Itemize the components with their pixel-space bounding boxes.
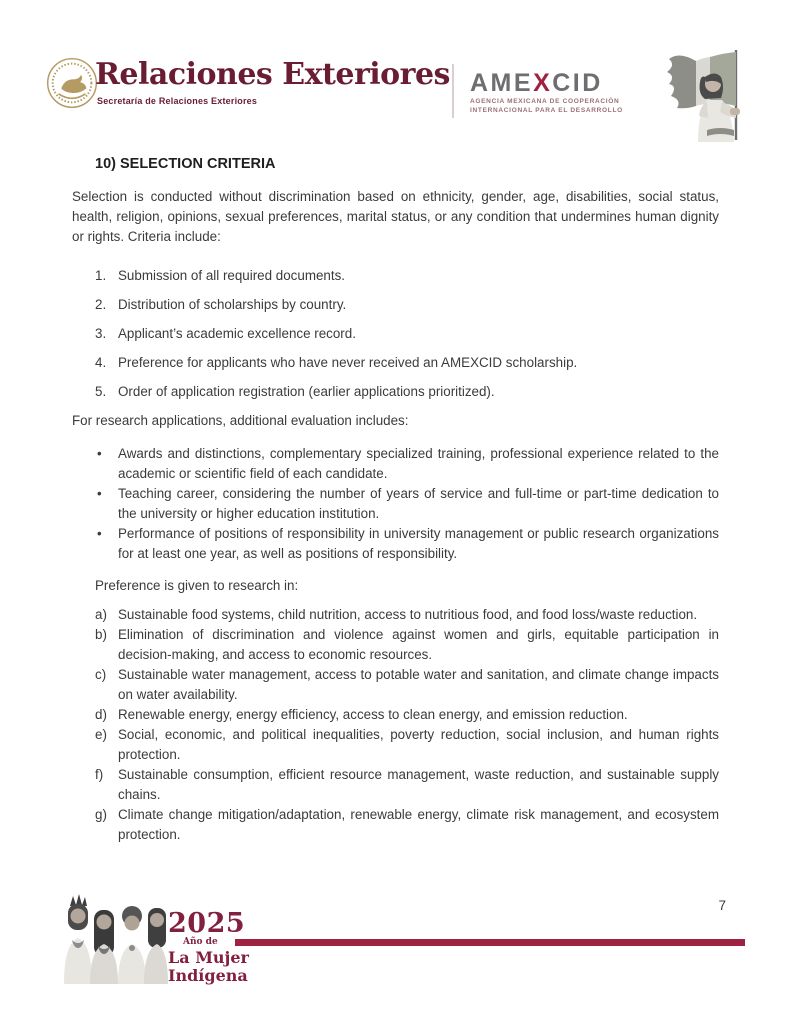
list-item-text: Social, economic, and political inequalities, poverty reduction, social inclusion, and human rights protection. bbox=[118, 727, 719, 762]
bullet-list-item bbox=[72, 444, 719, 484]
page-footer bbox=[0, 890, 792, 1024]
list-item-text: Performance of positions of responsibility in university management or public research organizations for at least one year, as well as positions of responsibility. bbox=[118, 526, 719, 561]
list-item-text: Order of application registration (earlier applications prioritized). bbox=[118, 384, 495, 399]
list-item-text: Climate change mitigation/adaptation, renewable energy, climate risk management, and ecosystem protection. bbox=[118, 807, 719, 842]
numbered-list-item bbox=[72, 324, 719, 344]
list-item-number: 2. bbox=[95, 297, 107, 312]
year-emblem bbox=[168, 910, 249, 986]
indigenous-women-illustration bbox=[56, 892, 168, 984]
amexcid-tagline-line1: AGENCIA MEXICANA DE COOPERACIÓN bbox=[470, 98, 620, 105]
document-body bbox=[0, 154, 792, 845]
numbered-list-item bbox=[72, 266, 719, 286]
list-item-text: Teaching career, considering the number of years of service and full-time or part-time dedication to the university or higher education institution. bbox=[118, 486, 719, 521]
list-item-number: 4. bbox=[95, 355, 107, 370]
sre-brand bbox=[95, 58, 450, 106]
bullet-icon: • bbox=[97, 486, 102, 501]
lettered-list-item bbox=[72, 665, 719, 705]
list-item-text: Applicant’s academic excellence record. bbox=[118, 326, 356, 341]
research-intro: For research applications, additional evaluation includes: bbox=[72, 413, 409, 428]
list-item-letter: b) bbox=[95, 627, 107, 642]
year-label-indigena: Indígena bbox=[168, 966, 248, 986]
list-item-text: Awards and distinctions, complementary specialized training, professional experience related to the academic or scientific field of each candidate. bbox=[118, 446, 719, 481]
numbered-list-item bbox=[72, 295, 719, 315]
list-item-letter: d) bbox=[95, 707, 107, 722]
list-item-letter: e) bbox=[95, 727, 107, 742]
numbered-list-item bbox=[72, 382, 719, 402]
bullet-list-item bbox=[72, 484, 719, 524]
list-item-text: Renewable energy, energy efficiency, access to clean energy, and emission reduction. bbox=[118, 707, 628, 722]
intro-paragraph: Selection is conducted without discrimination based on ethnicity, gender, age, disabilities, social status, health, religion, opinions, sexual preferences, marital status, or any condition that undermines human dignity or rights. Criteria include: bbox=[72, 189, 719, 244]
bullet-list-item bbox=[72, 524, 719, 564]
list-item-text: Sustainable water management, access to potable water and sanitation, and climate change impacts on water availability. bbox=[118, 667, 719, 702]
list-item-letter: g) bbox=[95, 807, 107, 822]
list-item-text: Elimination of discrimination and violence against women and girls, equitable participation in decision-making, and access to economic resources. bbox=[118, 627, 719, 662]
list-item-text: Submission of all required documents. bbox=[118, 268, 346, 283]
year-2025: 2025 bbox=[168, 908, 246, 939]
woman-with-flag-illustration bbox=[652, 44, 758, 146]
page-header bbox=[0, 0, 792, 150]
preference-intro: Preference is given to research in: bbox=[95, 578, 299, 593]
list-item-number: 5. bbox=[95, 384, 107, 399]
preference-lettered-list bbox=[72, 605, 719, 845]
list-item-number: 3. bbox=[95, 326, 107, 341]
lettered-list-item bbox=[72, 605, 719, 625]
sre-wordmark: Relaciones Exteriores bbox=[95, 57, 450, 92]
section-title: 10) SELECTION CRITERIA bbox=[95, 156, 276, 172]
list-item-letter: c) bbox=[95, 667, 107, 682]
numbered-list-item bbox=[72, 353, 719, 373]
list-item-text: Distribution of scholarships by country. bbox=[118, 297, 347, 312]
list-item-text: Preference for applicants who have never received an AMEXCID scholarship. bbox=[118, 355, 578, 370]
list-item-text: Sustainable consumption, efficient resource management, waste reduction, and sustainable supply chains. bbox=[118, 767, 719, 802]
year-label-ano-de: Año de bbox=[183, 937, 218, 947]
amexcid-logo bbox=[470, 71, 623, 114]
bullet-icon: • bbox=[97, 526, 102, 541]
footer-rule bbox=[235, 939, 745, 946]
lettered-list-item bbox=[72, 625, 719, 665]
page-number: 7 bbox=[718, 898, 726, 913]
amexcid-tagline-line2: INTERNACIONAL PARA EL DESARROLLO bbox=[470, 107, 623, 114]
research-bullet-list bbox=[72, 444, 719, 564]
numbered-criteria-list bbox=[72, 266, 719, 402]
list-item-text: Sustainable food systems, child nutrition, access to nutritious food, and food loss/waste reduction. bbox=[118, 607, 698, 622]
list-item-number: 1. bbox=[95, 268, 107, 283]
list-item-letter: f) bbox=[95, 767, 104, 782]
list-item-letter: a) bbox=[95, 607, 107, 622]
lettered-list-item bbox=[72, 805, 719, 845]
lettered-list-item bbox=[72, 705, 719, 725]
amexcid-word-post: CID bbox=[552, 69, 603, 97]
header-divider bbox=[452, 64, 454, 118]
bullet-icon: • bbox=[97, 446, 102, 461]
amexcid-word-x: X bbox=[533, 69, 553, 97]
amexcid-word-pre: AME bbox=[470, 69, 534, 97]
lettered-list-item bbox=[72, 765, 719, 805]
lettered-list-item bbox=[72, 725, 719, 765]
amexcid-wordmark bbox=[470, 71, 623, 96]
year-label-la-mujer: La Mujer bbox=[168, 947, 249, 967]
sre-subtitle: Secretaría de Relaciones Exteriores bbox=[97, 95, 258, 106]
mexico-coat-of-arms-icon bbox=[45, 56, 99, 110]
